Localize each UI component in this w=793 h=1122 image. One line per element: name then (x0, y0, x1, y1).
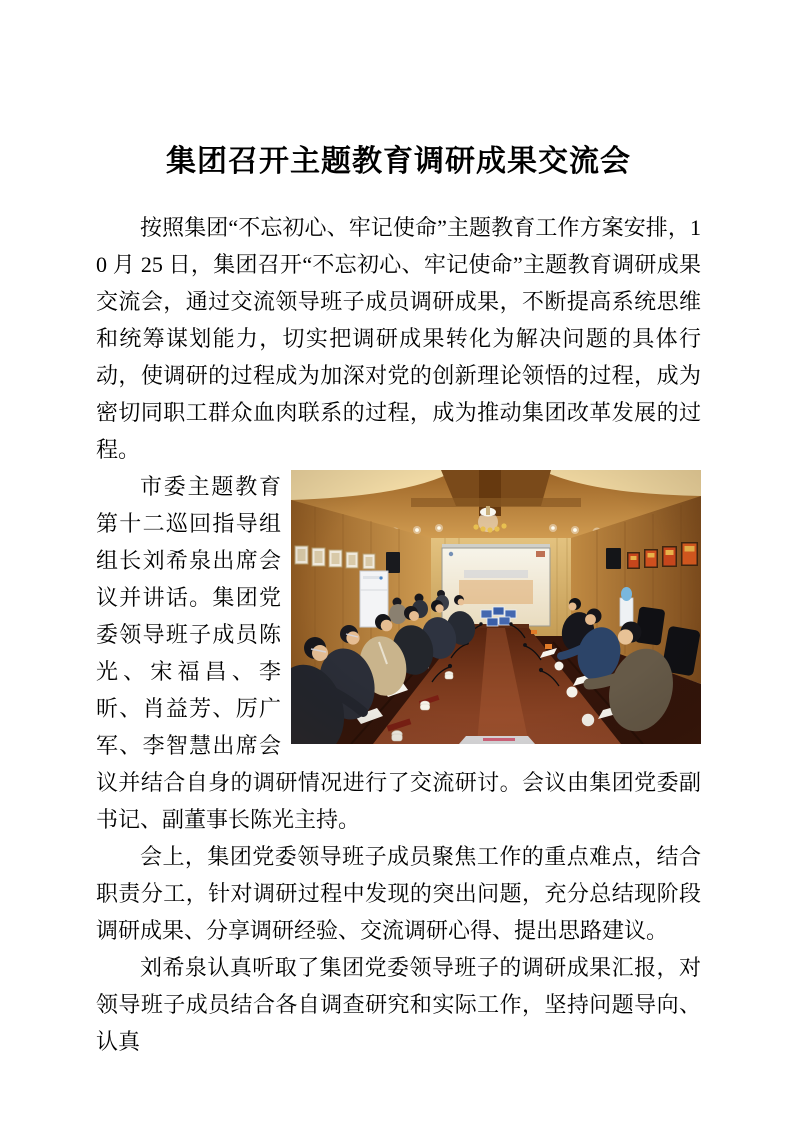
paragraph-1: 按照集团“不忘初心、牢记使命”主题教育工作方案安排，10 月 25 日，集团召开“不忘初心、牢记使命”主题教育调研成果交流会，通过交流领导班子成员调研成果，不断提高系统思维和统筹谋划能力，切实把调研成果转化为解决问题的具体行动，使调研的过程成为加深对党的创新理论领悟的过程，成为密切同职工群众血肉联系的过程，成为推动集团改革发展的过程。 (96, 215, 701, 462)
document-title: 集团召开主题教育调研成果交流会 (166, 145, 631, 178)
photo-vignette (291, 470, 701, 744)
paragraph-4: 刘希泉认真听取了集团党委领导班子的调研成果汇报，对领导班子成员结合各自调查研究和实际工作，坚持问题导向、认真 (96, 955, 701, 1054)
meeting-photo (291, 470, 701, 744)
paragraph-2-text: 市委主题教育第十二巡回指导组组长刘希泉出席会议并讲话。集团党委领导班子成员陈光、宋福昌、李昕、肖益芳、厉广军、李智慧出席会议并结合自身的调研情况进行了交流研讨。会议由集团党委副书记、副董事长陈光主持。 (96, 474, 701, 832)
document-content (96, 141, 701, 1060)
paragraph-3: 会上，集团党委领导班子成员聚焦工作的重点难点，结合职责分工，针对调研过程中发现的突出问题，充分总结现阶段调研成果、分享调研经验、交流调研心得、提出思路建议。 (96, 844, 701, 943)
paragraph-2 (96, 468, 701, 838)
meeting-photo-illustration (291, 470, 701, 744)
